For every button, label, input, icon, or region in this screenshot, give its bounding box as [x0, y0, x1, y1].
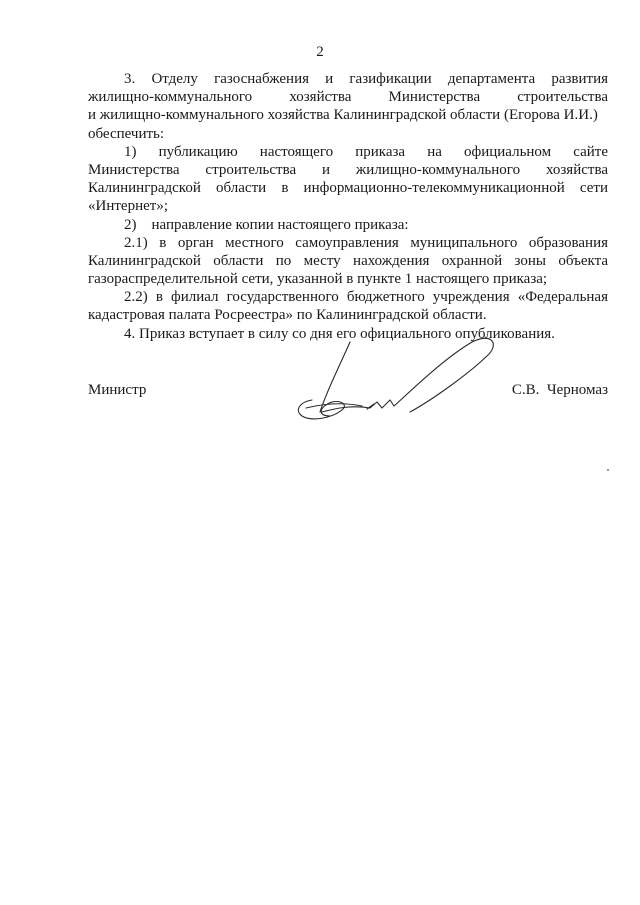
subitem-1-publication — [88, 143, 608, 216]
signature-block — [88, 382, 608, 402]
text-line: 1) публикацию настоящего приказа на официальном сайте — [124, 143, 608, 160]
text-line: и жилищно-коммунального хозяйства Калининградской области (Егорова И.И.) — [88, 107, 598, 124]
text-line: 2) направление копии настоящего приказа: — [124, 216, 409, 233]
subitem-2-1 — [88, 234, 608, 289]
scan-speck — [607, 469, 609, 471]
signatory-name: С.В. Черномаз — [511, 382, 608, 398]
text-line: Калининградской области в информационно-телекоммуникационной сети — [88, 180, 608, 197]
page-number: 2 — [316, 44, 324, 60]
text-line: жилищно-коммунального хозяйства Министерства строительства — [88, 89, 608, 106]
text-line: обеспечить: — [88, 125, 165, 142]
document-body — [88, 70, 608, 343]
text-line: газораспределительной сети, указанной в пункте 1 настоящего приказа; — [88, 271, 548, 288]
text-line: 2.2) в филиал государственного бюджетного учреждения «Федеральная — [124, 289, 608, 306]
text-line: кадастровая палата Росреестра» по Калининградской области. — [88, 307, 487, 324]
paragraph-item-3 — [88, 70, 608, 143]
subitem-2-2 — [88, 288, 608, 324]
text-line: 4. Приказ вступает в силу со дня его официального опубликования. — [124, 325, 555, 342]
text-line: 2.1) в орган местного самоуправления муниципального образования — [124, 234, 608, 251]
text-line: «Интернет»; — [88, 198, 168, 215]
subitem-2-copies — [88, 216, 608, 234]
text-line: Министерства строительства и жилищно-коммунального хозяйства — [88, 161, 608, 178]
text-line: Калининградской области по месту нахождения охранной зоны объекта — [88, 252, 608, 269]
text-line: 3. Отделу газоснабжения и газификации департамента развития — [124, 71, 608, 87]
signatory-title: Министр — [88, 382, 147, 398]
handwritten-signature — [282, 330, 502, 430]
